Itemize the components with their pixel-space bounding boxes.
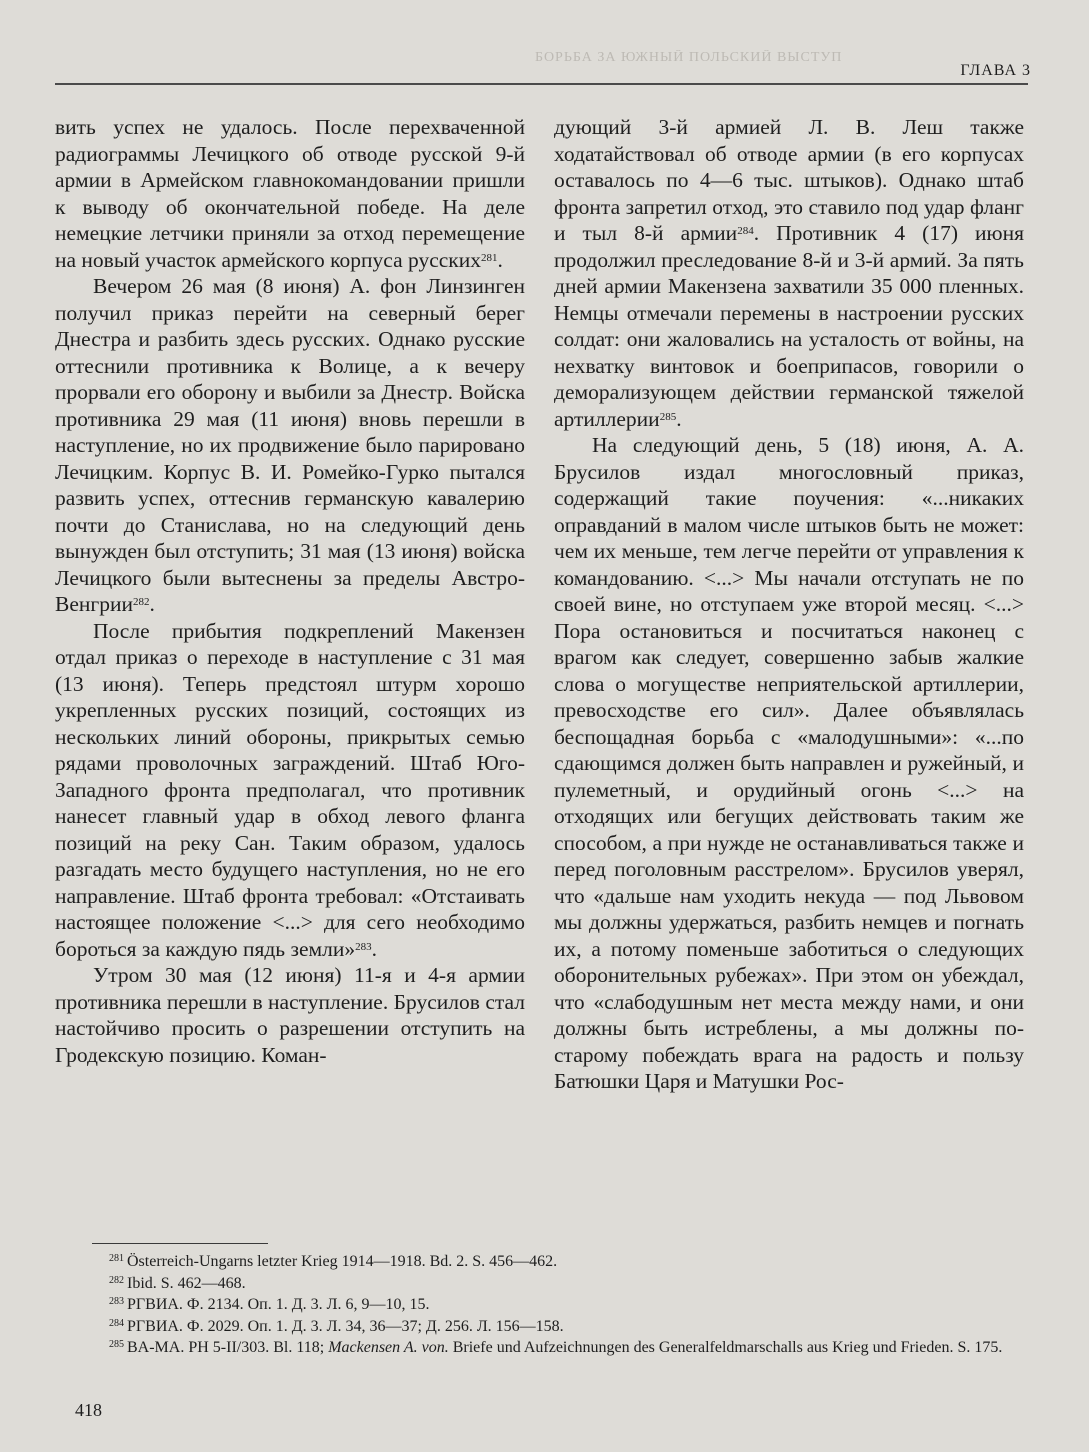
paragraph: Вечером 26 мая (8 июня) А. фон Линзинген получил приказ перейти на северный берег Днестра и разбить здесь русских. Однако русские оттеснили противника к Волице, а к вечеру прорвали его оборону и выбили за Днестр. Войска противника 29 мая (11 июня) вновь перешли в наступление, но их продвижение было парировано Лечицким. Корпус В. И. Ромейко-Гурко пытался развить успех, оттеснив германскую кавалерию почти до Станислава, но на следующий день вынужден был отступить; 31 мая (13 июня) войска Лечицкого были вытеснены за пределы Австро-Венгрии$^{282}$. [55, 274, 525, 616]
page-number: 418 [75, 1400, 102, 1420]
header-rule [55, 83, 1028, 85]
footnote: $^{285}$ BA-MA. PH 5-II/303. Bl. 118; Mackensen A. von. Briefe und Aufzeichnungen des Generalfeldmarschalls aus Krieg und Frieden. S. 175. [109, 1339, 1003, 1356]
footnote-ref[interactable]: 283 [355, 940, 372, 953]
paragraph: дующий 3-й армией Л. В. Леш также ходатайствовал об отводе армии (в его корпусах оставалось по 4—6 тыс. штыков). Однако штаб фронта запретил отход, это ставило под удар фланг и тыл 8-й армии$^{284}$. Противник 4 (17) июня продолжил преследование 8-й и 3-й армий. За пять дней армии Макензена захватили 35 000 пленных. Немцы отмечали перемены в настроении русских солдат: они жаловались на усталость от войны, на нехватку винтовок и боеприпасов, говорили о деморализующем действии германской тяжелой артиллерии$^{285}$. [554, 115, 1024, 431]
paragraph: На следующий день, 5 (18) июня, А. А. Брусилов издал многословный приказ, содержащий такие поучения: «...никаких оправданий в малом числе штыков быть не может: чем их меньше, тем легче перейти от управления к командованию. <...> Мы начали отступать не по своей вине, но отступаем уже второй месяц. <...> Пора остановиться и посчитаться наконец с врагом как следует, совершенно забыв жалкие слова о могуществе неприятельской артиллерии, превосходстве его сил». Далее объявлялась беспощадная борьба с «малодушными»: «...по сдающимся должен быть направлен и ружейный, и пулеметный, и орудийный огонь <...> на отходящих или бегущих действовать таким же способом, а при нужде не останавливаться также и перед поголовным расстрелом». Брусилов уверял, что «дальше нам уходить некуда — под Львовом мы должны удержаться, разбить немцев и погнать их, а потому поменьше заботиться о следующих оборонительных рубежах». При этом он убеждал, что «слабодушным нет места между нами, и они должны быть истреблены, а мы должны по-старому побеждать врага на радость и пользу Батюшки Царя и Матушки Рос- [554, 433, 1024, 1093]
paragraph: вить успех не удалось. После перехваченной радиограммы Лечицкого об отводе русской 9-й армии в Армейском главнокомандовании пришли к выводу об окончательной победе. На деле немецкие летчики приняли за отход перемещение на новый участок армейского корпуса русских$^{281}$. [55, 115, 525, 272]
footnote-rule [92, 1243, 268, 1244]
footnote: $^{283}$ РГВИА. Ф. 2134. Оп. 1. Д. 3. Л. 6, 9—10, 15. [109, 1296, 430, 1313]
footnote: $^{284}$ РГВИА. Ф. 2029. Оп. 1. Д. 3. Л. 34, 36—37; Д. 256. Л. 156—158. [109, 1317, 564, 1335]
paragraph: После прибытия подкреплений Макензен отдал приказ о переходе в наступление с 31 мая (13 июня). Теперь предстоял штурм хорошо укрепленных русских позиций, состоящих из нескольких линий обороны, прикрытых семью рядами проволочных заграждений. Штаб Юго-Западного фронта предполагал, что противник нанесет главный удар в обход левого фланга позиций на реку Сан. Таким образом, удалось разгадать место будущего наступления, но не его направление. Штаб фронта требовал: «Отстаивать настоящее положение <...> для сего необходимо бороться за каждую пядь земли»$^{283}$. [55, 618, 525, 961]
footnote: $^{281}$ Österreich-Ungarns letzter Krieg 1914—1918. Bd. 2. S. 456—462. [109, 1253, 558, 1270]
footnote-ref[interactable]: 284 [737, 225, 754, 237]
footnotes [75, 1251, 1030, 1359]
footnote: $^{282}$ Ibid. S. 462—468. [109, 1274, 246, 1292]
footnote-ref[interactable]: 285 [659, 410, 677, 423]
running-head-chapter: ГЛАВА 3 [960, 62, 1031, 79]
paragraph: Утром 30 мая (12 июня) 11-я и 4-я армии противника перешли в наступление. Брусилов стал настойчиво просить о разрешении отступить на Гродекскую позицию. Коман- [55, 963, 525, 1067]
bleed-through-text: БОРЬБА ЗА ЮЖНЫЙ ПОЛЬСКИЙ ВЫСТУП [535, 50, 843, 65]
left-column [55, 114, 525, 1068]
footnote-ref[interactable]: 282 [132, 596, 150, 608]
right-column [554, 114, 1024, 1095]
footnote-ref[interactable]: 281 [481, 251, 498, 264]
